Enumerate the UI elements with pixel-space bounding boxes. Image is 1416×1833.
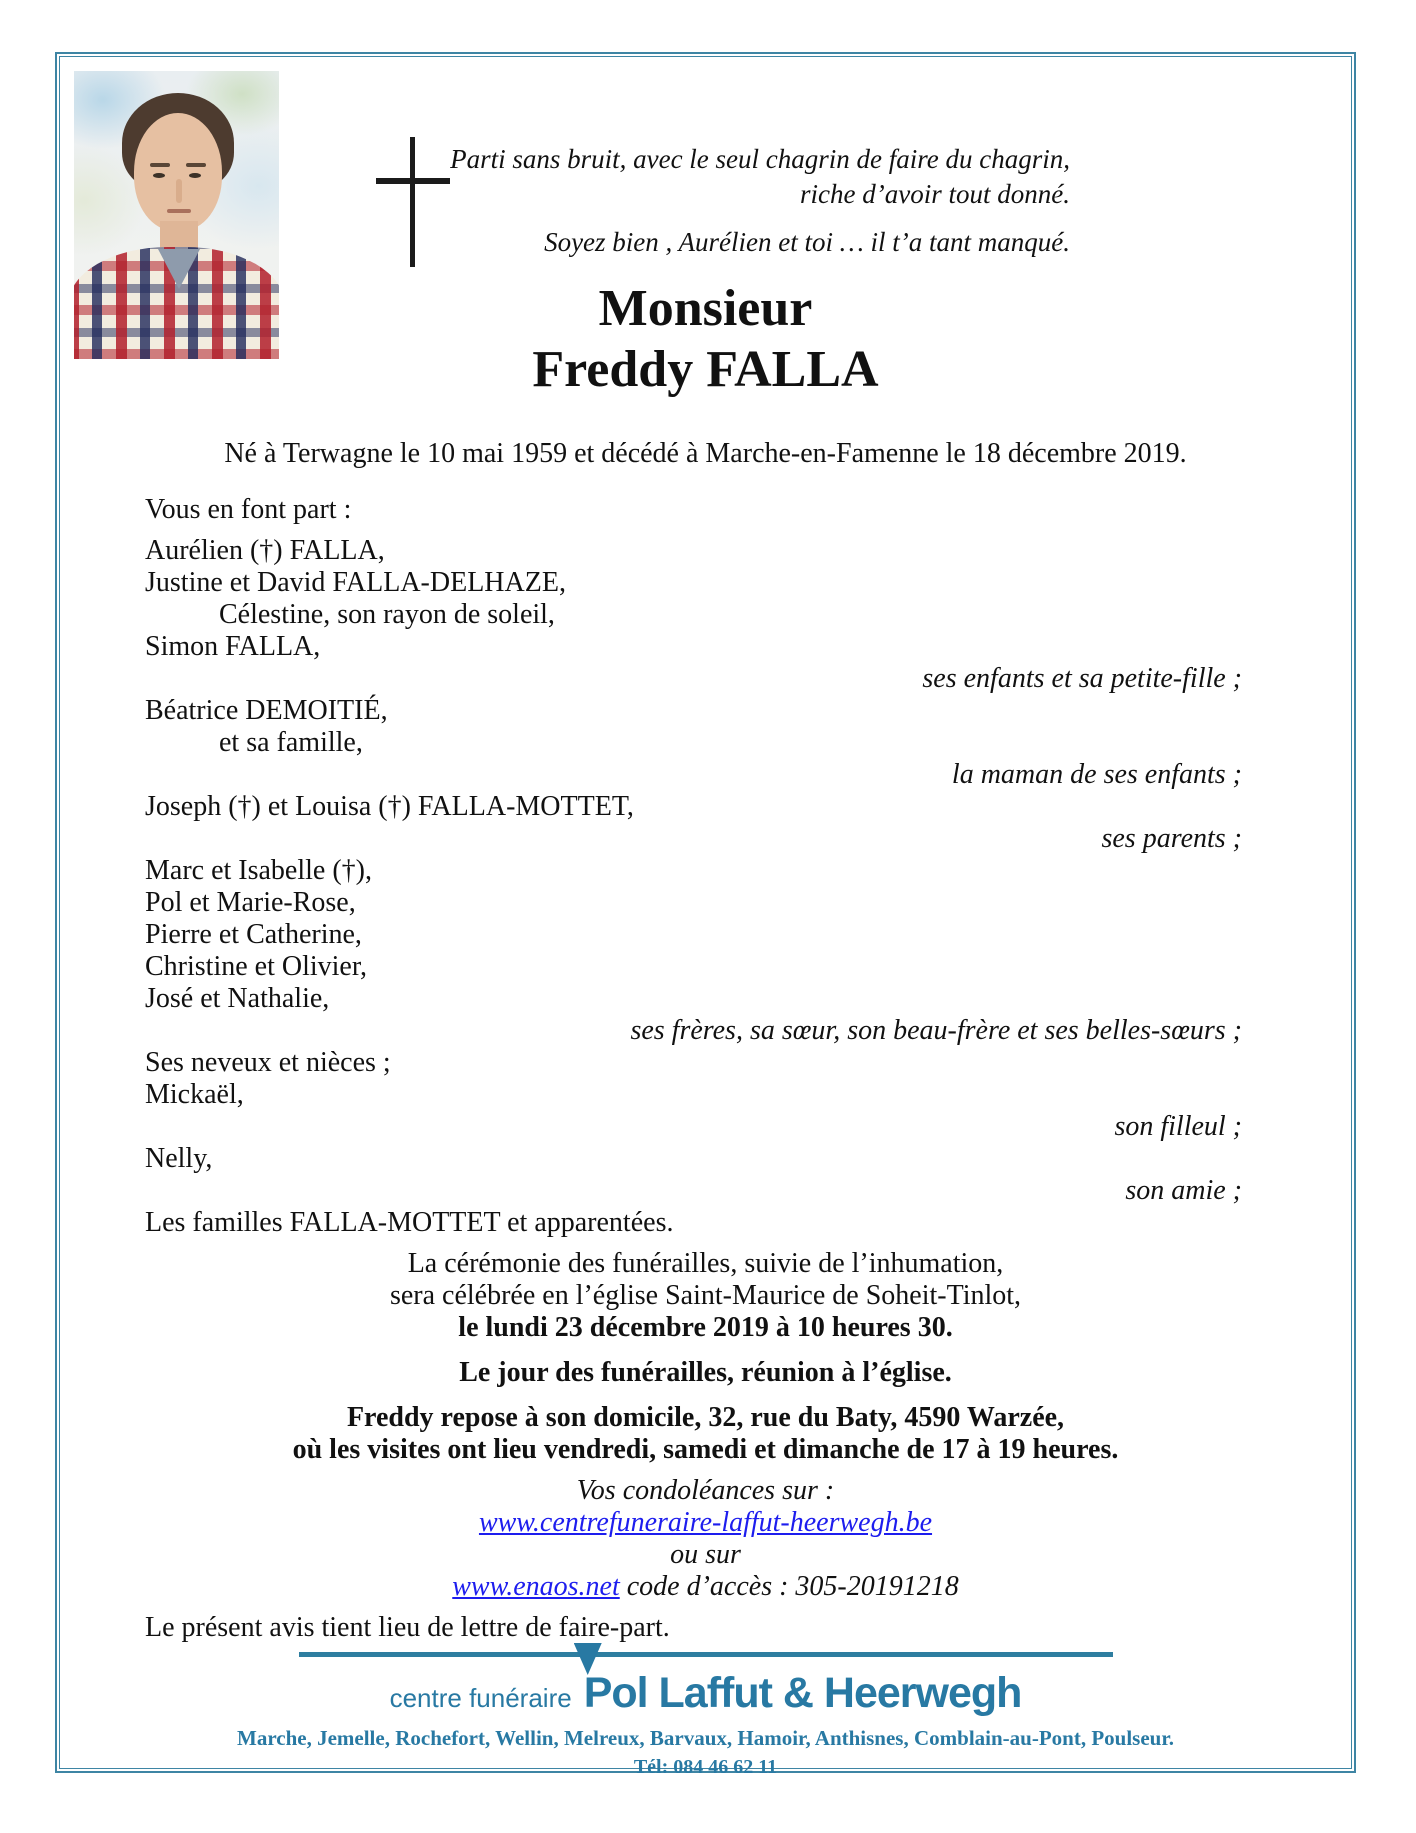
relation-label: son amie ; xyxy=(1125,1175,1242,1206)
family-line: Les familles FALLA-MOTTET et apparentées. xyxy=(145,1207,674,1238)
birth-death-line: Né à Terwagne le 10 mai 1959 et décédé à Marche-en-Famenne le 18 décembre 2019. xyxy=(224,438,1187,469)
condolences-intro: Vos condoléances sur : xyxy=(576,1475,835,1506)
photo-eye xyxy=(153,173,165,178)
family-line: Aurélien (†) FALLA, xyxy=(145,535,385,566)
phone-line: Tél: 084 46 62 11 xyxy=(633,1756,778,1778)
deceased-name: Freddy FALLA xyxy=(532,341,879,398)
brand-name-text: Pol Laffut & Heerwegh xyxy=(583,1669,1022,1717)
header-section xyxy=(57,54,1354,494)
obituary-content xyxy=(57,54,1354,1778)
ceremony-line: La cérémonie des funérailles, suivie de l’inhumation, xyxy=(407,1248,1004,1279)
ceremony-date-line: le lundi 23 décembre 2019 à 10 heures 30. xyxy=(458,1312,953,1343)
relation-label: ses enfants et sa petite-fille ; xyxy=(922,663,1242,694)
family-line: Pol et Marie-Rose, xyxy=(145,887,356,918)
family-line: Pierre et Catherine, xyxy=(145,919,362,950)
access-code-text: code d’accès : 305-20191218 xyxy=(619,1571,959,1602)
family-line: Mickaël, xyxy=(145,1079,244,1110)
photo-face xyxy=(134,113,222,231)
relation-label: la maman de ses enfants ; xyxy=(951,759,1242,790)
locations-line: Marche, Jemelle, Rochefort, Wellin, Melreux, Barvaux, Hamoir, Anthisnes, Comblain-au-Pont, Poulseur. xyxy=(237,1726,1174,1750)
brand-prefix-label: centre funéraire xyxy=(389,1683,572,1713)
repose-line: Freddy repose à son domicile, 32, rue du Baty, 4590 Warzée, xyxy=(346,1402,1065,1433)
closing-line: Le présent avis tient lieu de lettre de faire-part. xyxy=(145,1612,670,1643)
quote-line: Parti sans bruit, avec le seul chagrin de faire du chagrin, xyxy=(450,144,1070,174)
relation-label: son filleul ; xyxy=(1114,1111,1242,1142)
relation-label: ses frères, sa sœur, son beau-frère et ses belles-sœurs ; xyxy=(630,1015,1242,1046)
photo-eye xyxy=(189,173,201,178)
notice-intro: Vous en font part : xyxy=(145,494,352,525)
footer-divider-rule xyxy=(299,1652,1113,1657)
family-line: Joseph (†) et Louisa (†) FALLA-MOTTET, xyxy=(145,791,634,822)
family-line: Nelly, xyxy=(145,1143,213,1174)
family-line: et sa famille, xyxy=(219,727,363,758)
funeral-home-logo xyxy=(57,1669,1354,1718)
family-line: Béatrice DEMOITIÉ, xyxy=(145,695,388,726)
photo-nose xyxy=(176,179,182,203)
condolences-link-row xyxy=(57,1507,1354,1539)
title-prefix: Monsieur xyxy=(598,280,813,337)
family-line: Marc et Isabelle (†), xyxy=(145,855,372,886)
photo-mouth xyxy=(167,209,191,213)
family-line: José et Nathalie, xyxy=(145,983,330,1014)
photo-brow xyxy=(150,163,170,167)
family-line: Justine et David FALLA-DELHAZE, xyxy=(145,567,566,598)
family-line: Simon FALLA, xyxy=(145,631,321,662)
reunion-line: Le jour des funérailles, réunion à l’église. xyxy=(459,1357,952,1388)
memorial-quote xyxy=(310,142,1070,260)
photo-brow xyxy=(186,163,206,167)
family-line: Christine et Olivier, xyxy=(145,951,368,982)
or-label: ou sur xyxy=(670,1539,741,1570)
quote-line: riche d’avoir tout donné. xyxy=(800,179,1070,209)
enaos-row xyxy=(57,1571,1354,1603)
page-border-frame xyxy=(55,52,1356,1778)
funeral-home-website-link[interactable]: www.centrefuneraire-laffut-heerwegh.be xyxy=(478,1507,933,1538)
brand-name-label xyxy=(584,1669,1022,1718)
family-line: Célestine, son rayon de soleil, xyxy=(219,599,555,630)
family-line: Ses neveux et nièces ; xyxy=(145,1047,391,1078)
repose-line: où les visites ont lieu vendredi, samedi et dimanche de 17 à 19 heures. xyxy=(292,1434,1119,1465)
enaos-website-link[interactable]: www.enaos.net xyxy=(452,1571,620,1602)
relation-label: ses parents ; xyxy=(1101,823,1242,854)
quote-line: Soyez bien , Aurélien et toi … il t’a tant manqué. xyxy=(544,227,1070,257)
ceremony-line: sera célébrée en l’église Saint-Maurice de Soheit-Tinlot, xyxy=(389,1280,1022,1311)
